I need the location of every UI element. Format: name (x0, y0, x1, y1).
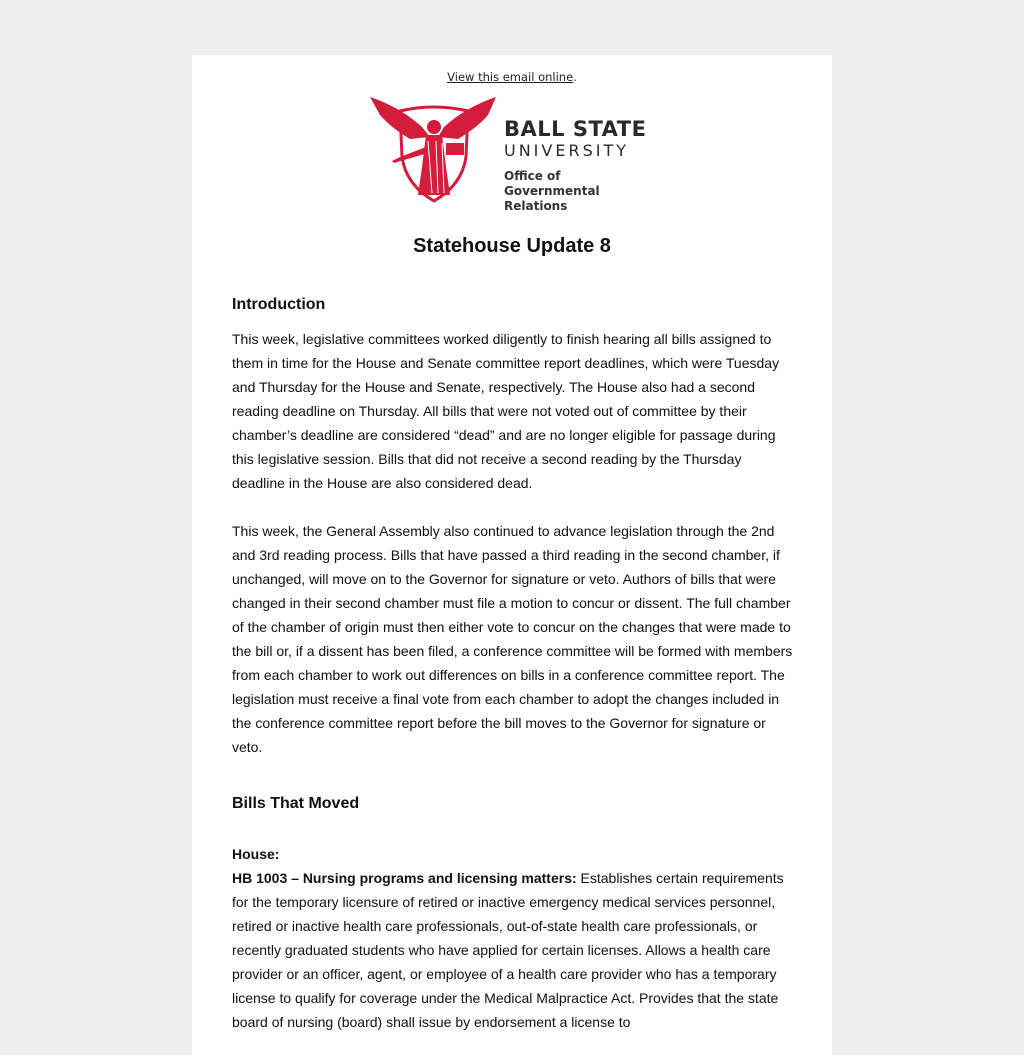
view-online-suffix: . (573, 70, 577, 84)
bill-description: Establishes certain requirements for the temporary licensure of retired or inactive emergency medical services personnel, retired or inactive health care professionals, out-of-state health care professionals, or recently graduated students who have applied for certain licenses. Allows a health care provider or an officer, agent, or employee of a health care provider who has a temporary license to qualify for coverage under the Medical Malpractice Act. Provides that the state board of nursing (board) shall issue by endorsement a license to (232, 870, 784, 1030)
logo-line-3: Office of (504, 169, 561, 183)
logo-office (504, 169, 660, 214)
email-body (192, 55, 832, 1055)
bills-heading: Bills That Moved (232, 795, 360, 812)
view-online-link[interactable]: View this email online (447, 70, 574, 84)
ball-state-logo (370, 97, 660, 213)
newsletter-content (232, 293, 794, 1034)
house-label: House: (232, 846, 280, 862)
intro-heading: Introduction (232, 296, 326, 313)
logo-line-2: UNIVERSITY (504, 141, 629, 160)
cardinal-shield-icon (370, 97, 500, 207)
bill-item (232, 866, 794, 1034)
logo-wordmark (504, 117, 660, 214)
intro-paragraph-1: This week, legislative committees worked diligently to finish hearing all bills assigned to them in time for the House and Senate committee report deadlines, which were Tuesday and Thursday for the House and Senate, respectively. The House also had a second reading deadline on Thursday. All bills that were not voted out of committee by their chamber’s deadline are considered “dead” and are no longer eligible for passage during this legislative session. Bills that did not receive a second reading by the Thursday deadline in the House are also considered dead. (232, 331, 780, 491)
bill-title: HB 1003 – Nursing programs and licensing matters: (232, 870, 577, 886)
intro-paragraph-2: This week, the General Assembly also continued to advance legislation through the 2nd and 3rd reading process. Bills that have passed a third reading in the second chamber, if unchanged, will move on to the Governor for signature or veto. Authors of bills that were changed in their second chamber must file a motion to concur or dissent. The full chamber of the chamber of origin must then either vote to concur on the changes that were made to the bill or, if a dissent has been filed, a conference committee will be formed with members from each chamber to work out differences on bills in a conference committee report. The legislation must receive a final vote from each chamber to adopt the changes included in the conference committee report before the bill moves to the Governor for signature or veto. (232, 523, 793, 755)
logo-line-4: Governmental Relations (504, 184, 600, 213)
view-online-line (192, 70, 832, 84)
page-title: Statehouse Update 8 (413, 235, 611, 257)
logo-line-1: BALL STATE (504, 117, 647, 141)
